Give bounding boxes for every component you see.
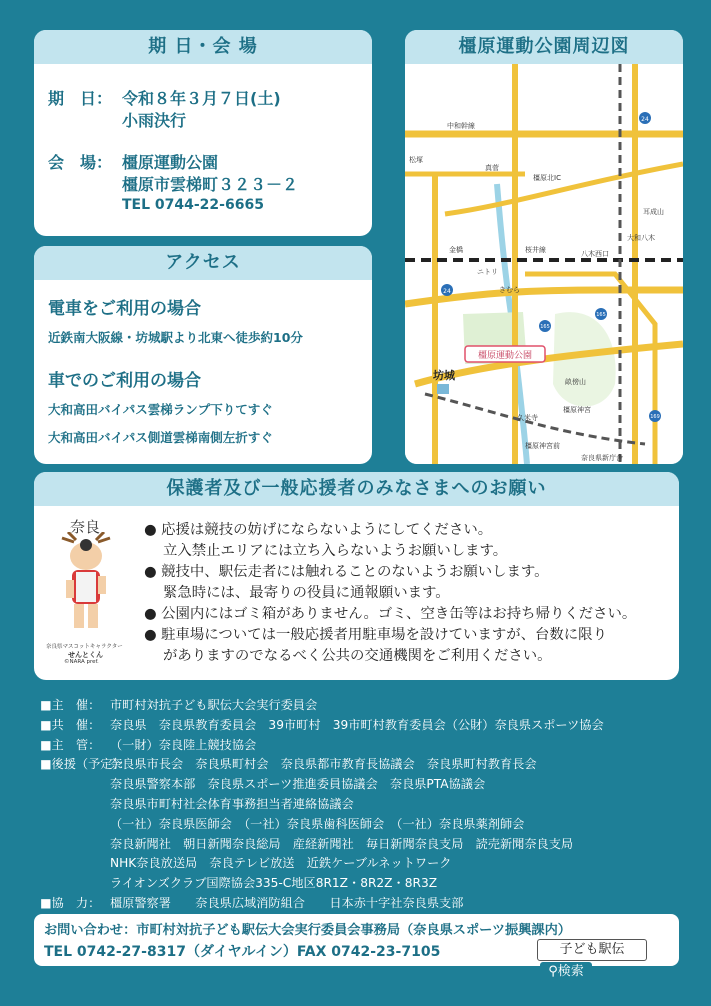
organizer-value: 市町村対抗子ども駅伝大会実行委員会: [110, 698, 318, 712]
area-map[interactable]: [405, 64, 683, 464]
map-label-yagi-nishiguchi: 八木西口: [581, 250, 609, 258]
map-label-park: 橿原運動公園: [477, 351, 533, 361]
map-label-sakurai: 桜井線: [525, 246, 546, 254]
map-label-kashihara-jingu: 橿原神宮: [563, 406, 591, 414]
magnifier-icon: ⚲: [548, 963, 558, 979]
support-value-6: NHK奈良放送局 奈良テレビ放送 近鉄ケーブルネットワーク: [110, 856, 452, 871]
manage-label: ■主 管：: [40, 737, 101, 752]
support-value-4: （一社）奈良県医師会 （一社）奈良県歯科医師会 （一社）奈良県薬剤師会: [110, 816, 525, 831]
mascot-logo-text: 奈良: [70, 518, 101, 536]
credits: [40, 696, 680, 914]
map-label-jingu-mae: 橿原神宮前: [525, 442, 560, 450]
contact-box: [34, 914, 679, 979]
credit-coop: [40, 894, 680, 914]
map-label-yamato-yagi: 大和八木: [627, 234, 655, 242]
map-label-kumedera: 久米寺: [517, 414, 538, 422]
map-svg: [405, 64, 683, 464]
mascot-figure: [46, 532, 126, 642]
rain-note: 小雨決行: [122, 111, 187, 130]
support-value-5: 奈良新聞社 朝日新聞奈良総局 産経新聞社 毎日新聞奈良支局 読売新聞奈良支局: [110, 836, 574, 851]
search-button-label: 検索: [557, 963, 584, 979]
mascot-caption-2: せんとくん: [68, 651, 103, 659]
map-label-kanahashi: 金橋: [449, 246, 463, 254]
support-value-3: 奈良県市町村社会体育事務担当者連絡協議会: [110, 796, 354, 811]
map-label-unebi: 畝傍山: [565, 378, 586, 386]
support-value-2: 奈良県警察本部 奈良県スポーツ推進委員協議会 奈良県PTA協議会: [110, 777, 486, 792]
credit-organizer: [40, 696, 680, 716]
map-label-matsuzuka: 松塚: [409, 156, 423, 164]
credit-manage: [40, 736, 680, 756]
access-heading: アクセス: [34, 246, 372, 280]
credit-support-4: [40, 815, 680, 835]
map-label-ukemura: きむら: [499, 286, 520, 294]
notice-line-1: ● 応援は競技の妨げにならないようにしてください。: [144, 522, 493, 538]
train-text: 近鉄南大阪線・坊城駅より北東へ徒歩約10分: [48, 330, 303, 345]
car-title: 車でのご利用の場合: [48, 371, 201, 391]
date-label: 期 日：: [48, 89, 113, 108]
credit-support-1: [40, 755, 680, 775]
co-value: 奈良県 奈良県教育委員会 39市町村 39市町村教育委員会（公財）奈良県スポーツ協会: [110, 717, 604, 732]
mascot-caption-1: 奈良県マスコットキャラクター: [46, 644, 123, 650]
road-main-3: [415, 344, 683, 384]
credit-co: [40, 716, 680, 736]
train-title: 電車をご利用の場合: [48, 299, 201, 319]
coop-label: ■協 力：: [40, 895, 101, 910]
car-text-2: 大和高田バイパス側道雲梯南側左折すぐ: [48, 430, 273, 445]
credit-support-6: [40, 854, 680, 874]
map-heading: 橿原運動公園周辺図: [405, 30, 683, 64]
date-value: 令和８年３月７日(土): [122, 89, 281, 108]
route-24-label-2: 24: [443, 288, 451, 295]
support-value-7: ライオンズクラブ国際協会335-C地区8R1Z・8R2Z・8R3Z: [110, 876, 438, 891]
credit-support-3: [40, 795, 680, 815]
support-label: ■後援（予定）：: [40, 757, 131, 772]
route-165-label: 165: [540, 324, 550, 330]
co-label: ■共 催：: [40, 717, 101, 732]
notice-line-3: ● 競技中、駅伝走者には触れることのないようお願いします。: [144, 564, 549, 580]
credit-support-2: [40, 775, 680, 795]
route-169-label: 169: [650, 414, 660, 420]
contact-line-2: TEL 0742-27-8317（ダイヤルイン）FAX 0742-23-7105: [44, 944, 441, 960]
notice-panel: [34, 472, 679, 680]
notice-line-4: 緊急時には、最寄りの役員に通報願います。: [144, 585, 450, 601]
contact-line-1: お問い合わせ：市町村対抗子ども駅伝大会実行委員会事務局（奈良県スポーツ振興課内）: [44, 923, 571, 938]
mascot-caption-3: ©NARA pref.: [64, 659, 99, 665]
car-text-1: 大和高田バイパス雲梯ランプ下りてすぐ: [48, 402, 273, 417]
search-term-box[interactable]: 子ども駅伝: [537, 939, 647, 961]
route-165-label-2: 165: [596, 312, 606, 318]
venue-label: 会 場：: [48, 153, 113, 172]
manage-value: （一財）奈良陸上競技協会: [110, 737, 257, 752]
venue-address: 橿原市雲梯町３２３－２: [122, 175, 299, 194]
boujou-station: [437, 384, 449, 394]
mascot-illustration: [46, 516, 126, 666]
notice-heading: 保護者及び一般応援者のみなさまへのお願い: [34, 472, 679, 506]
map-label-nitori: ニトリ: [477, 268, 498, 276]
notice-line-6: ● 駐車場については一般応援者用駐車場を設けていますが、台数に限り: [144, 627, 607, 643]
map-label-nakawakase: 中和幹線: [447, 122, 475, 130]
organizer-label: ■主 催：: [40, 698, 101, 712]
route-24-label: 24: [641, 116, 649, 123]
venue-tel: TEL 0744-22-6665: [122, 197, 264, 213]
credit-support-7: [40, 874, 680, 894]
access-panel: [34, 246, 372, 464]
map-label-nara-park: 奈良県新庁舎: [581, 454, 623, 462]
notice-line-5: ● 公園内にはゴミ箱がありません。ゴミ、空き缶等はお持ち帰りください。: [144, 606, 637, 622]
coop-value: 橿原警察署 奈良県広域消防組合 日本赤十字社奈良県支部: [110, 895, 464, 910]
map-label-kashihara-ic: 橿原北IC: [533, 174, 561, 182]
notice-line-2: 立入禁止エリアには立ち入らないようお願いします。: [144, 543, 508, 559]
support-value-1: 奈良県市長会 奈良県町村会 奈良県都市教育長協議会 奈良県町村教育長会: [110, 757, 537, 772]
credit-support-5: [40, 835, 680, 855]
venue-name: 橿原運動公園: [122, 153, 219, 172]
schedule-panel: [34, 30, 372, 236]
map-label-yonu: 耳成山: [643, 208, 664, 216]
map-panel: [405, 30, 683, 464]
map-label-boujou: 坊城: [433, 369, 455, 382]
map-label-hashimoto: 真菅: [485, 164, 499, 172]
schedule-heading: 期 日・会 場: [34, 30, 372, 64]
search-button[interactable]: [540, 962, 592, 982]
search-widget: [537, 939, 679, 982]
notice-line-7: がありますのでなるべく公共の交通機関をご利用ください。: [144, 648, 552, 664]
